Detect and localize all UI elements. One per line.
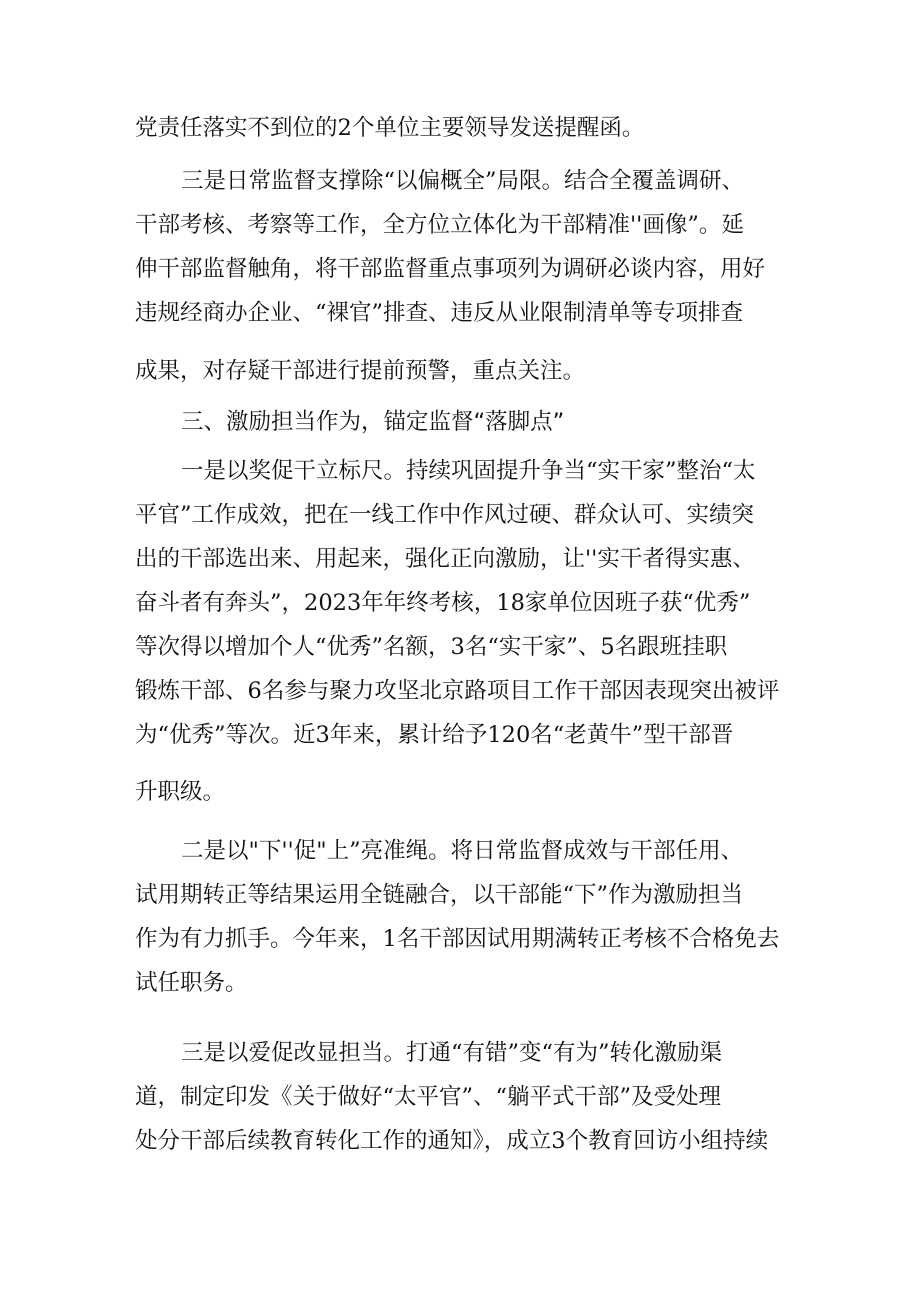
body-text-line: 三是以爱促改显担当。打通“有错”变“有为”转化激励渠: [181, 1040, 723, 1066]
body-text-line: 处分干部后续教育转化工作的通知》，成立3个教育回访小组持续: [135, 1128, 769, 1154]
body-text-line: 三是日常监督支撑除“以偏概全”局限。结合全覆盖调研、: [181, 168, 745, 194]
body-text-line: 锻炼干部、6名参与聚力攻坚北京路项目工作干部因表现突出被评: [135, 678, 780, 704]
body-text-line: 升职级。: [135, 779, 226, 805]
section-heading: 三、激励担当作为，锚定监督“落脚点”: [181, 409, 565, 435]
body-text-line: 等次得以增加个人“优秀”名额，3名“实干家”、5名跟班挂职: [135, 634, 728, 660]
body-text-line: 干部考核、考察等工作，全方位立体化为干部精准''画像”。延: [135, 212, 744, 238]
body-text-line: 伸干部监督触角，将干部监督重点事项列为调研必谈内容，用好: [135, 256, 766, 282]
body-text-line: 试任职务。: [135, 970, 248, 996]
body-text-line: 平官”工作成效，把在一线工作中作风过硬、群众认可、实绩突: [135, 502, 755, 528]
body-text-line: 一是以奖促干立标尺。持续巩固提升争当“实干家”整治“太: [181, 458, 756, 484]
body-text-line: 成果，对存疑干部进行提前预警，重点关注。: [135, 358, 586, 384]
body-text-line: 二是以"下''促"上”亮准绳。将日常监督成效与干部任用、: [181, 838, 744, 864]
body-text-line: 作为有力抓手。今年来，1名干部因试用期满转正考核不合格免去: [135, 926, 780, 952]
body-text-line: 试用期转正等结果运用全链融合，以干部能“下”作为激励担当: [135, 882, 744, 908]
body-text-line: 为“优秀”等次。近3年来，累计给予120名“老黄牛”型干部晋: [135, 722, 734, 748]
body-text-line: 违规经商办企业、“裸官”排查、违反从业限制清单等专项排查: [135, 300, 744, 326]
body-text-line: 党责任落实不到位的2个单位主要领导发送提醒函。: [135, 115, 645, 141]
body-text-line: 奋斗者有奔头”，2023年年终考核，18家单位因班子获“优秀”: [135, 590, 751, 616]
body-text-line: 道，制定印发《关于做好“太平官”、“躺平式干部”及受处理: [135, 1084, 722, 1110]
body-text-line: 出的干部选出来、用起来，强化正向激励，让''实干者得实惠、: [135, 546, 755, 572]
